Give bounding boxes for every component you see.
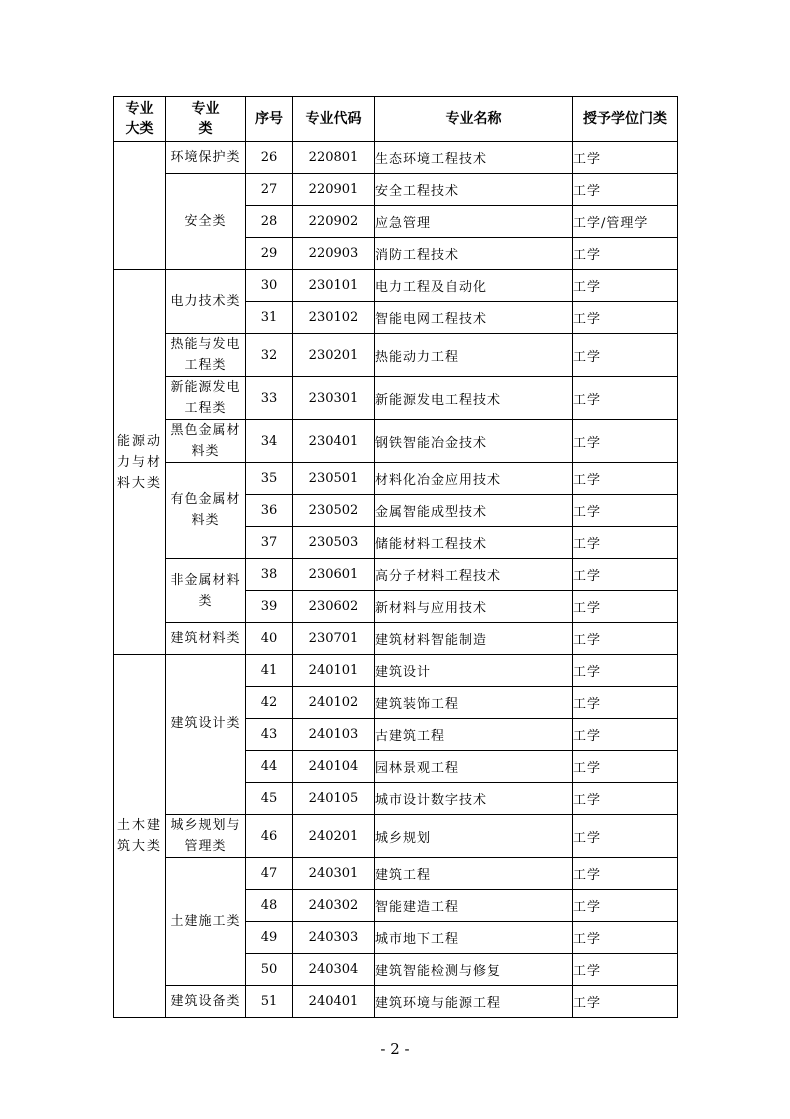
code-cell: 230701 [293,623,375,655]
seq-cell: 30 [246,270,293,302]
name-cell: 建筑装饰工程 [375,687,573,719]
subclass-cell: 建筑设计类 [166,655,246,815]
code-cell: 240304 [293,954,375,986]
degree-cell: 工学 [573,687,678,719]
name-cell: 新材料与应用技术 [375,591,573,623]
seq-cell: 45 [246,783,293,815]
seq-cell: 41 [246,655,293,687]
degree-cell: 工学 [573,238,678,270]
subclass-cell: 环境保护类 [166,142,246,174]
seq-cell: 50 [246,954,293,986]
subclass-cell: 新能源发电 工程类 [166,377,246,420]
seq-cell: 49 [246,922,293,954]
code-cell: 230501 [293,463,375,495]
table-row [114,559,678,591]
seq-cell: 36 [246,495,293,527]
name-cell: 建筑设计 [375,655,573,687]
degree-cell: 工学 [573,815,678,858]
category-cell: 能源动 力与材 料大类 [114,270,166,655]
name-cell: 智能建造工程 [375,890,573,922]
seq-cell: 47 [246,858,293,890]
code-cell: 240103 [293,719,375,751]
name-cell: 建筑材料智能制造 [375,623,573,655]
degree-cell: 工学 [573,623,678,655]
seq-cell: 31 [246,302,293,334]
table-row [114,377,678,420]
code-cell: 230301 [293,377,375,420]
degree-cell: 工学 [573,858,678,890]
seq-cell: 27 [246,174,293,206]
degree-cell: 工学 [573,174,678,206]
degree-cell: 工学 [573,420,678,463]
code-cell: 240102 [293,687,375,719]
subclass-cell: 建筑材料类 [166,623,246,655]
name-cell: 古建筑工程 [375,719,573,751]
seq-cell: 33 [246,377,293,420]
degree-cell: 工学/管理学 [573,206,678,238]
table-row [114,986,678,1018]
degree-cell: 工学 [573,559,678,591]
table-row [114,655,678,687]
name-cell: 钢铁智能冶金技术 [375,420,573,463]
name-cell: 高分子材料工程技术 [375,559,573,591]
name-cell: 建筑智能检测与修复 [375,954,573,986]
degree-cell: 工学 [573,890,678,922]
table-row [114,334,678,377]
code-cell: 230401 [293,420,375,463]
name-cell: 园林景观工程 [375,751,573,783]
subclass-cell: 电力技术类 [166,270,246,334]
seq-cell: 39 [246,591,293,623]
header-code: 专业代码 [293,97,375,142]
code-cell: 220903 [293,238,375,270]
code-cell: 230601 [293,559,375,591]
code-cell: 230602 [293,591,375,623]
degree-cell: 工学 [573,270,678,302]
header-degree: 授予学位门类 [573,97,678,142]
degree-cell: 工学 [573,334,678,377]
degree-cell: 工学 [573,527,678,559]
seq-cell: 44 [246,751,293,783]
seq-cell: 46 [246,815,293,858]
degree-cell: 工学 [573,719,678,751]
code-cell: 240401 [293,986,375,1018]
code-cell: 240201 [293,815,375,858]
seq-cell: 38 [246,559,293,591]
seq-cell: 48 [246,890,293,922]
table-row [114,815,678,858]
name-cell: 应急管理 [375,206,573,238]
seq-cell: 35 [246,463,293,495]
seq-cell: 26 [246,142,293,174]
seq-cell: 32 [246,334,293,377]
degree-cell: 工学 [573,986,678,1018]
degree-cell: 工学 [573,783,678,815]
name-cell: 热能动力工程 [375,334,573,377]
subclass-cell: 建筑设备类 [166,986,246,1018]
seq-cell: 28 [246,206,293,238]
seq-cell: 29 [246,238,293,270]
name-cell: 城乡规划 [375,815,573,858]
table-row [114,142,678,174]
name-cell: 金属智能成型技术 [375,495,573,527]
subclass-cell: 土建施工类 [166,858,246,986]
degree-cell: 工学 [573,751,678,783]
degree-cell: 工学 [573,463,678,495]
table-row [114,858,678,890]
seq-cell: 37 [246,527,293,559]
majors-table [113,96,678,1018]
table-row [114,174,678,206]
code-cell: 230101 [293,270,375,302]
subclass-cell: 城乡规划与 管理类 [166,815,246,858]
code-cell: 220902 [293,206,375,238]
table-row [114,463,678,495]
seq-cell: 51 [246,986,293,1018]
header-seq: 序号 [246,97,293,142]
code-cell: 230502 [293,495,375,527]
degree-cell: 工学 [573,922,678,954]
subclass-cell: 非金属材料 类 [166,559,246,623]
name-cell: 城市地下工程 [375,922,573,954]
code-cell: 230102 [293,302,375,334]
code-cell: 230503 [293,527,375,559]
code-cell: 240302 [293,890,375,922]
header-category: 专业 大类 [114,97,166,142]
name-cell: 消防工程技术 [375,238,573,270]
code-cell: 220801 [293,142,375,174]
page-number: - 2 - [380,1040,410,1058]
seq-cell: 34 [246,420,293,463]
degree-cell: 工学 [573,954,678,986]
table-row [114,420,678,463]
code-cell: 240104 [293,751,375,783]
degree-cell: 工学 [573,377,678,420]
code-cell: 220901 [293,174,375,206]
name-cell: 电力工程及自动化 [375,270,573,302]
seq-cell: 42 [246,687,293,719]
degree-cell: 工学 [573,591,678,623]
name-cell: 建筑工程 [375,858,573,890]
code-cell: 240303 [293,922,375,954]
table-row [114,270,678,302]
name-cell: 生态环境工程技术 [375,142,573,174]
name-cell: 智能电网工程技术 [375,302,573,334]
code-cell: 240105 [293,783,375,815]
code-cell: 230201 [293,334,375,377]
name-cell: 建筑环境与能源工程 [375,986,573,1018]
table-row [114,623,678,655]
degree-cell: 工学 [573,655,678,687]
degree-cell: 工学 [573,495,678,527]
code-cell: 240301 [293,858,375,890]
subclass-cell: 热能与发电 工程类 [166,334,246,377]
seq-cell: 43 [246,719,293,751]
subclass-cell: 有色金属材 料类 [166,463,246,559]
header-name: 专业名称 [375,97,573,142]
degree-cell: 工学 [573,142,678,174]
degree-cell: 工学 [573,302,678,334]
name-cell: 城市设计数字技术 [375,783,573,815]
header-subclass: 专业 类 [166,97,246,142]
name-cell: 材料化冶金应用技术 [375,463,573,495]
category-cell: 土木建 筑大类 [114,655,166,1018]
header-row [114,97,678,142]
subclass-cell: 安全类 [166,174,246,270]
category-cell [114,142,166,270]
subclass-cell: 黑色金属材 料类 [166,420,246,463]
seq-cell: 40 [246,623,293,655]
name-cell: 安全工程技术 [375,174,573,206]
name-cell: 新能源发电工程技术 [375,377,573,420]
code-cell: 240101 [293,655,375,687]
name-cell: 储能材料工程技术 [375,527,573,559]
